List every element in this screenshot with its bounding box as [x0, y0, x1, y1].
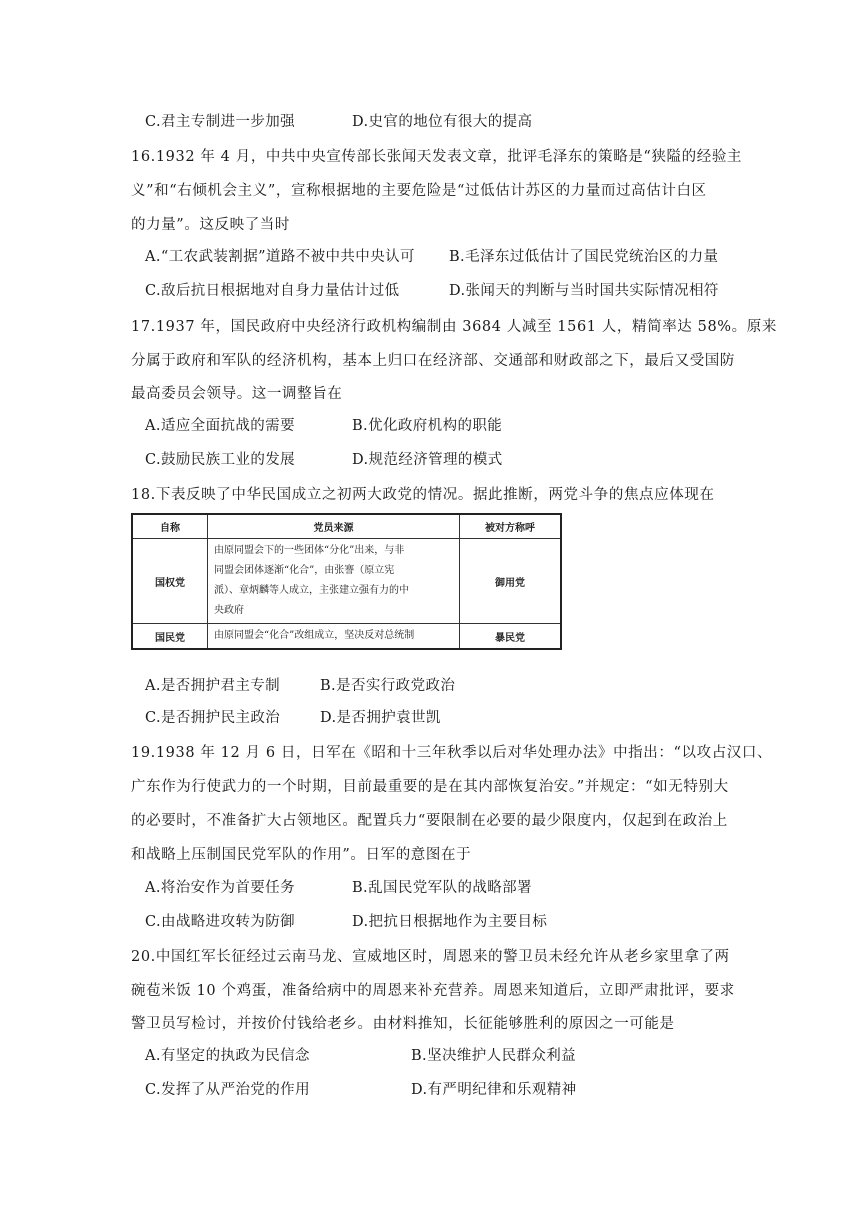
q18-option-c: C.是否拥护民主政治 — [145, 710, 281, 726]
q15-option-c: C.君主专制进一步加强 — [145, 114, 296, 130]
q20-option-a: A.有坚定的执政为民信念 — [145, 1048, 310, 1064]
q17-stem-line: 17.1937 年，国民政府中央经济行政机构编制由 3684 人减至 1561 人，精简率达 58%。原来 — [131, 319, 777, 335]
table-header-cell: 被对方称呼 — [460, 514, 562, 539]
q18-option-b: B.是否实行政党政治 — [320, 678, 456, 694]
q16-option-b: B.毛泽东过低估计了国民党统治区的力量 — [449, 249, 719, 265]
party-called: 暴民党 — [460, 624, 562, 650]
table-row — [132, 624, 561, 650]
table-row — [132, 539, 561, 624]
q20-stem-line: 20.中国红军长征经过云南马龙、宣威地区时，周恩来的警卫员未经允许从老乡家里拿了两 — [131, 949, 730, 965]
q20-option-d: D.有严明纪律和乐观精神 — [411, 1082, 577, 1098]
q19-option-d: D.把抗日根据地作为主要目标 — [352, 914, 548, 930]
q18-option-d: D.是否拥护袁世凯 — [320, 710, 441, 726]
q16-stem-line: 的力量”。这反映了当时 — [131, 217, 291, 233]
q17-option-d: D.规范经济管理的模式 — [352, 452, 503, 468]
party-source-line: 派）、章炳麟等人成立，主张建立强有力的中 — [214, 585, 409, 596]
q19-option-a: A.将治安作为首要任务 — [145, 880, 295, 896]
party-source-line: 央政府 — [214, 605, 244, 616]
q16-stem-line: 义”和“右倾机会主义”，宣称根据地的主要危险是“过低估计苏区的力量而过高估计白区 — [131, 183, 707, 199]
q20-stem-line: 警卫员写检讨，并按价付钱给老乡。由材料推知，长征能够胜利的原因之一可能是 — [131, 1016, 675, 1032]
party-name: 国权党 — [132, 539, 208, 624]
table-header-row — [132, 514, 561, 539]
q16-option-d: D.张闻天的判断与当时国共实际情况相符 — [449, 283, 719, 299]
party-source — [208, 624, 460, 650]
party-table — [131, 513, 562, 650]
party-source-line: 同盟会团体逐渐“化合”，由张謇（原立宪 — [214, 565, 395, 576]
q19-stem-line: 广东作为行使武力的一个时期，目前最重要的是在其内部恢复治安。”并规定：“如无特别大 — [131, 779, 729, 795]
party-source-line: 由原同盟会“化合”改组成立，坚决反对总统制 — [214, 630, 415, 641]
party-name: 国民党 — [132, 624, 208, 650]
party-source-line: 由原同盟会下的一些团体“分化”出来，与非 — [214, 545, 405, 556]
q19-option-b: B.乱国民党军队的战略部署 — [352, 880, 532, 896]
q17-stem-line: 分属于政府和军队的经济机构，基本上归口在经济部、交通部和财政部之下，最后又受国防 — [131, 353, 735, 369]
q17-stem-line: 最高委员会领导。这一调整旨在 — [131, 386, 343, 402]
q20-stem-line: 碗苞米饭 10 个鸡蛋，准备给病中的周恩来补充营养。周恩来知道后，立即严肃批评，要求 — [131, 983, 735, 999]
q16-option-c: C.敌后抗日根据地对自身力量估计过低 — [145, 283, 400, 299]
q16-stem-line: 16.1932 年 4 月，中共中央宣传部长张闻天发表文章，批评毛泽东的策略是“狭隘的经验主 — [131, 149, 743, 165]
q17-option-c: C.鼓励民族工业的发展 — [145, 452, 296, 468]
party-called: 御用党 — [460, 539, 562, 624]
party-source — [208, 539, 460, 624]
q16-option-a: A.“工农武装割据”道路不被中共中央认可 — [145, 249, 415, 265]
q19-stem-line: 和战略上压制国民党军队的作用”。日军的意图在于 — [131, 847, 472, 863]
q17-option-b: B.优化政府机构的职能 — [352, 418, 503, 434]
q17-option-a: A.适应全面抗战的需要 — [145, 418, 295, 434]
q15-option-d: D.史官的地位有很大的提高 — [352, 114, 533, 130]
q18-stem: 18.下表反映了中华民国成立之初两大政党的情况。据此推断，两党斗争的焦点应体现在 — [131, 487, 715, 503]
q20-option-c: C.发挥了从严治党的作用 — [145, 1082, 310, 1098]
q20-option-b: B.坚决维护人民群众利益 — [411, 1048, 577, 1064]
q19-option-c: C.由战略进攻转为防御 — [145, 914, 296, 930]
q19-stem-line: 19.1938 年 12 月 6 日，日军在《昭和十三年秋季以后对华处理办法》中指出：“以攻占汉口、 — [131, 745, 773, 761]
table-header-cell: 党员来源 — [208, 514, 460, 539]
table-header-cell: 自称 — [132, 514, 208, 539]
q19-stem-line: 的必要时，不准备扩大占领地区。配置兵力“要限制在必要的最少限度内，仅起到在政治上 — [131, 813, 728, 829]
q18-option-a: A.是否拥护君主专制 — [145, 678, 281, 694]
